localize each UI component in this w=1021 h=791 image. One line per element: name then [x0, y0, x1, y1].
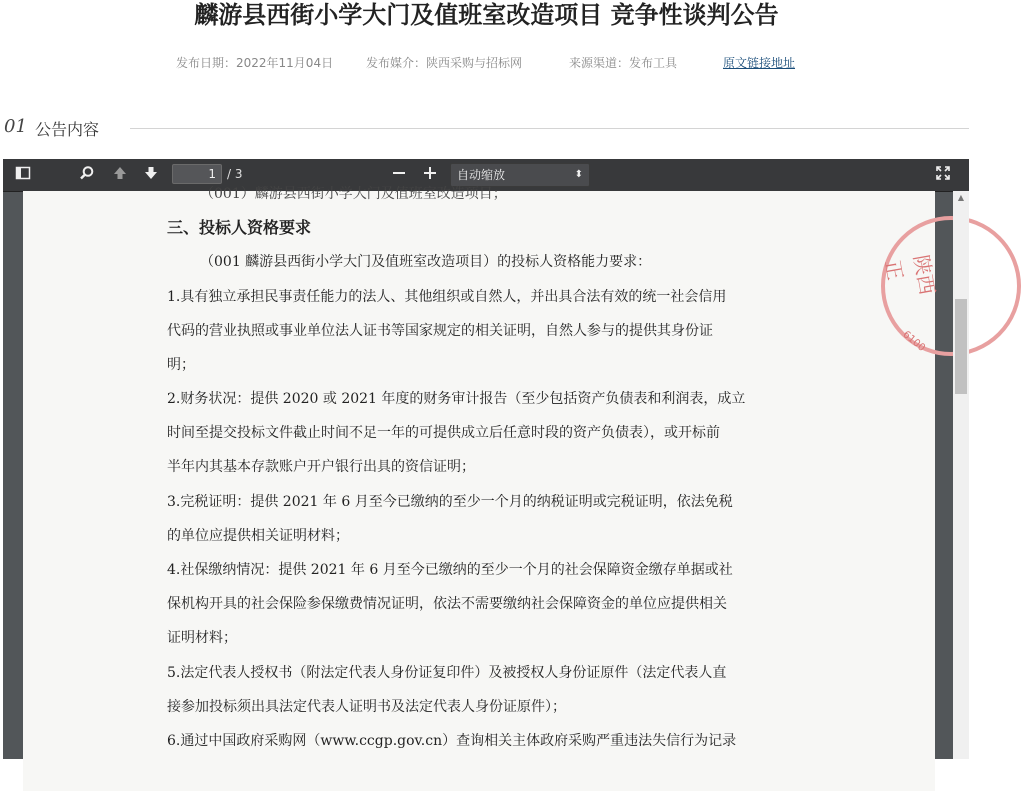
publish-date: 发布日期：2022年11月04日	[176, 56, 334, 70]
zoom-select-value: 自动缩放	[457, 168, 506, 182]
pdf-viewer	[3, 159, 969, 759]
section-number: 01	[4, 116, 27, 137]
document-line: 半年内其基本存款账户开户银行出具的资信证明；	[167, 459, 475, 475]
publish-media: 发布媒介：陕西采购与招标网	[366, 56, 523, 70]
seal-number: 6100	[900, 329, 928, 354]
section-divider	[130, 128, 969, 129]
previous-page-icon[interactable]	[110, 165, 130, 185]
document-line: 接参加投标须出具法定代表人证明书及法定代表人身份证原件）；	[167, 699, 566, 715]
page-total: / 3	[227, 167, 243, 181]
section-label: 公告内容	[35, 120, 100, 139]
document-line: 的单位应提供相关证明材料；	[167, 528, 349, 544]
fullscreen-icon[interactable]	[933, 165, 953, 185]
sidebar-toggle-icon[interactable]	[13, 165, 33, 185]
seal-text: 陕西正	[880, 253, 940, 297]
document-line: 保机构开具的社会保险参保缴费情况证明，依法不需要缴纳社会保障资金的单位应提供相关	[167, 596, 727, 612]
next-page-icon[interactable]	[141, 165, 161, 185]
scroll-up-icon[interactable]: ▲	[957, 193, 965, 202]
scrollbar-thumb[interactable]	[955, 299, 967, 394]
source-channel: 来源渠道：发布工具	[569, 56, 678, 70]
document-line: 明；	[167, 357, 195, 373]
page-number-input[interactable]: 1	[172, 164, 222, 184]
document-line: 1.具有独立承担民事责任能力的法人、其他组织或自然人，并出具合法有效的统一社会信用	[167, 289, 727, 305]
zoom-in-icon[interactable]	[420, 165, 440, 185]
page-title: 麟游县西街小学大门及值班室改造项目 竞争性谈判公告	[194, 1, 779, 29]
search-icon[interactable]	[77, 165, 97, 185]
section-header	[4, 116, 969, 142]
pdf-page	[23, 186, 940, 791]
document-line: 代码的营业执照或事业单位法人证书等国家规定的相关证明，自然人参与的提供其身份证	[167, 323, 713, 339]
document-line: 时间至提交投标文件截止时间不足一年的可提供成立后任意时段的资产负债表），或开标前	[167, 425, 720, 441]
select-caret-icon: ⬍	[574, 169, 583, 180]
original-link[interactable]: 原文链接地址	[723, 56, 796, 70]
document-fragment: （001）麟游县西街小学大门及值班室改造项目；	[200, 186, 507, 202]
pdf-scrollbar[interactable]	[953, 191, 969, 759]
document-line: 5.法定代表人授权书（附法定代表人身份证复印件）及被授权人身份证原件（法定代表人直	[167, 665, 727, 681]
document-line: 2.财务状况：提供 2020 或 2021 年度的财务审计报告（至少包括资产负债表和利润表，成立	[167, 391, 746, 407]
section-heading: 三、投标人资格要求	[167, 218, 312, 237]
document-line: 4.社保缴纳情况：提供 2021 年 6 月至今已缴纳的至少一个月的社会保障资金缴存单据或社	[167, 562, 733, 578]
zoom-out-icon[interactable]	[389, 165, 409, 185]
document-line: 6.通过中国政府采购网（www.ccgp.gov.cn）查询相关主体政府采购严重违法失信行为记录	[167, 733, 737, 749]
document-line: 证明材料；	[167, 630, 237, 646]
document-line: 3.完税证明：提供 2021 年 6 月至今已缴纳的至少一个月的纳税证明或完税证明，依法免税	[167, 494, 733, 510]
document-line: （001 麟游县西街小学大门及值班室改造项目）的投标人资格能力要求：	[200, 254, 652, 270]
